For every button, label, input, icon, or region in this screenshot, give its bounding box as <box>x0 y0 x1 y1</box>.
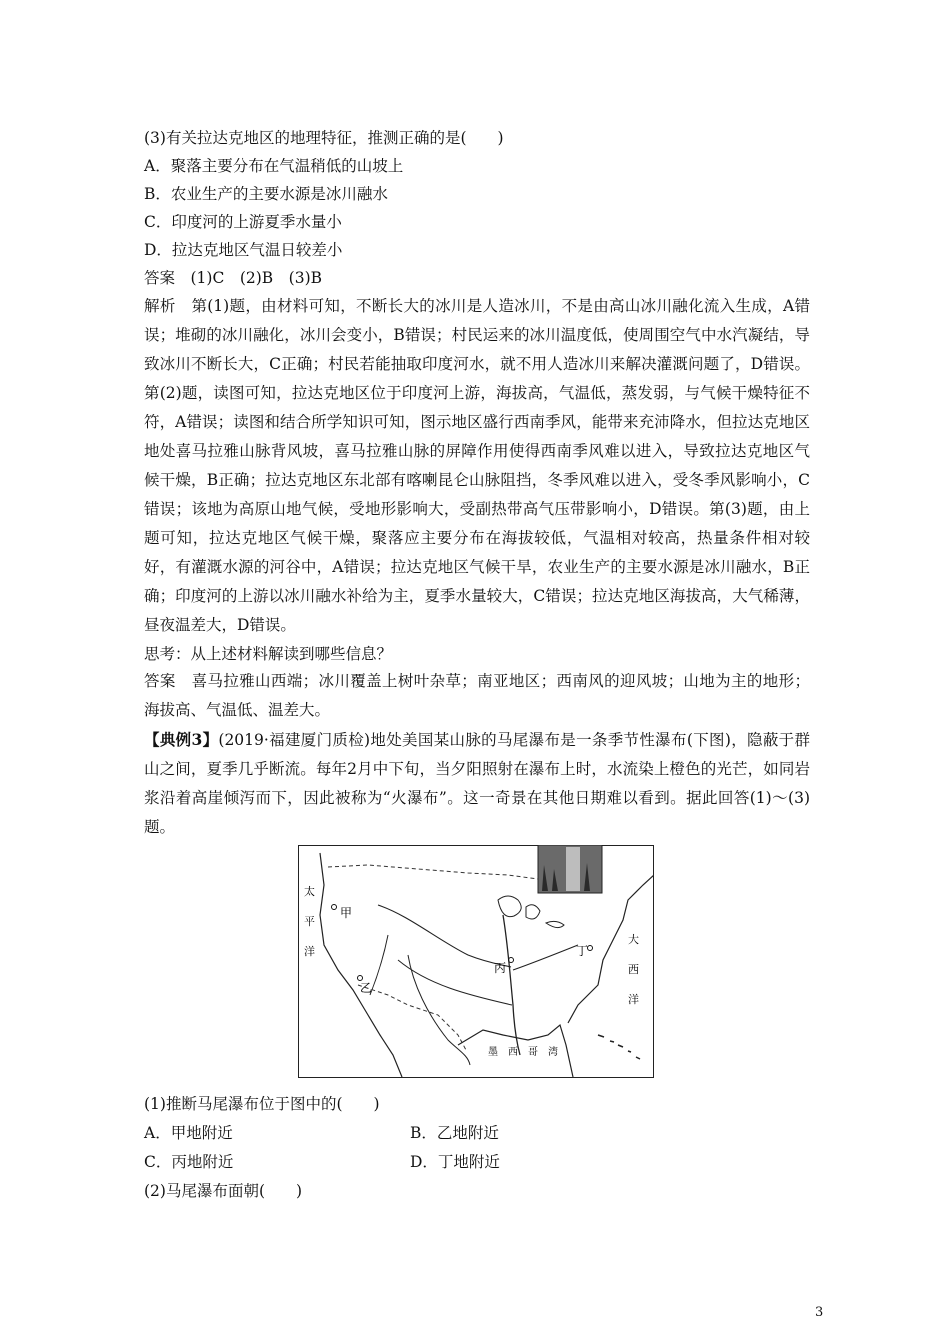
analysis-paragraph: 解析 第(1)题，由材料可知，不断长大的冰川是人造冰川，不是由高山冰川融化流入生成，A错误；堆砌的冰川融化，冰川会变小，B错误；村民运来的冰川温度低，使周围空气中水汽凝结，导致冰川不断长大，C正确；村民若能抽取印度河水，就不用人造冰川来解决灌溉问题了，D错误。第(2)题，读图可知，拉达克地区位于印度河上游，海拔高，气温低，蒸发弱，与气候干燥特征不符，A错误；读图和结合所学知识可知，图示地区盛行西南季风，能带来充沛降水，但拉达克地区地处喜马拉雅山脉背风坡，喜马拉雅山脉的屏障作用使得西南季风难以进入，导致拉达克地区气候干燥，B正确；拉达克地区东北部有喀喇昆仑山脉阻挡，冬季风难以进入，受冬季风影响小，C错误；该地为高原山地气候，受地形影响大，受副热带高气压带影响小，D错误。第(3)题，由上题可知，拉达克地区气候干燥，聚落应主要分布在海拔较低，气温相对较高，热量条件相对较好，有灌溉水源的河谷中，A错误；拉达克地区气候干旱，农业生产的主要水源是冰川融水，B正确；印度河的上游以冰川融水补给为主，夏季水量较大，C错误；拉达克地区海拔高，大气稀薄，昼夜温差大，D错误。 <box>144 297 810 634</box>
option-a: A．聚落主要分布在气温稍低的山坡上 <box>144 157 404 175</box>
example-paragraph <box>144 725 810 842</box>
option-b: B．农业生产的主要水源是冰川融水 <box>144 185 388 203</box>
q1-option-a: A．甲地附近 <box>144 1124 233 1142</box>
label-pacific-3: 洋 <box>304 945 315 958</box>
example-tag: 【典例3】 <box>144 730 219 749</box>
question-1-stem: (1)推断马尾瀑布位于图中的( ) <box>144 1095 380 1113</box>
label-atlantic-1: 大 <box>628 933 639 946</box>
answer-line: 答案 (1)C (2)B (3)B <box>144 269 323 287</box>
question-3-stem: (3)有关拉达克地区的地理特征，推测正确的是( ) <box>144 129 504 147</box>
label-pacific-2: 平 <box>304 915 315 928</box>
q1-option-b: B．乙地附近 <box>410 1124 499 1142</box>
us-map-figure <box>298 845 654 1078</box>
label-atlantic-2: 西 <box>628 963 639 976</box>
option-c: C．印度河的上游夏季水量小 <box>144 213 342 231</box>
answer-2-paragraph: 答案 喜马拉雅山西端；冰川覆盖上树叶杂草；南亚地区；西南风的迎风坡；山地为主的地形；海拔高、气温低、温差大。 <box>144 672 810 719</box>
q1-option-d: D．丁地附近 <box>410 1153 500 1171</box>
question-2-stem: (2)马尾瀑布面朝( ) <box>144 1182 303 1200</box>
label-jia: 甲 <box>340 906 353 920</box>
q1-option-c: C．丙地附近 <box>144 1153 234 1171</box>
label-gulf: 墨 西 哥 湾 <box>488 1047 558 1058</box>
waterfall-photo <box>538 845 602 893</box>
think-line: 思考：从上述材料解读到哪些信息？ <box>144 645 393 663</box>
label-yi: 乙 <box>360 981 373 995</box>
page-number: 3 <box>815 1305 824 1320</box>
label-ding: 丁 <box>576 944 589 958</box>
option-d: D．拉达克地区气温日较差小 <box>144 241 343 259</box>
label-bing: 丙 <box>494 961 507 975</box>
label-pacific-1: 太 <box>304 885 315 898</box>
example-text: (2019·福建厦门质检)地处美国某山脉的马尾瀑布是一条季节性瀑布(下图)，隐蔽于群山之间，夏季几乎断流。每年2月中下旬，当夕阳照射在瀑布上时，水流染上橙色的光芒，如同岩浆沿着高崖倾泻而下，因此被称为“火瀑布”。这一奇景在其他日期难以看到。据此回答(1)～(3)题。 <box>144 731 810 836</box>
label-atlantic-3: 洋 <box>628 993 639 1006</box>
